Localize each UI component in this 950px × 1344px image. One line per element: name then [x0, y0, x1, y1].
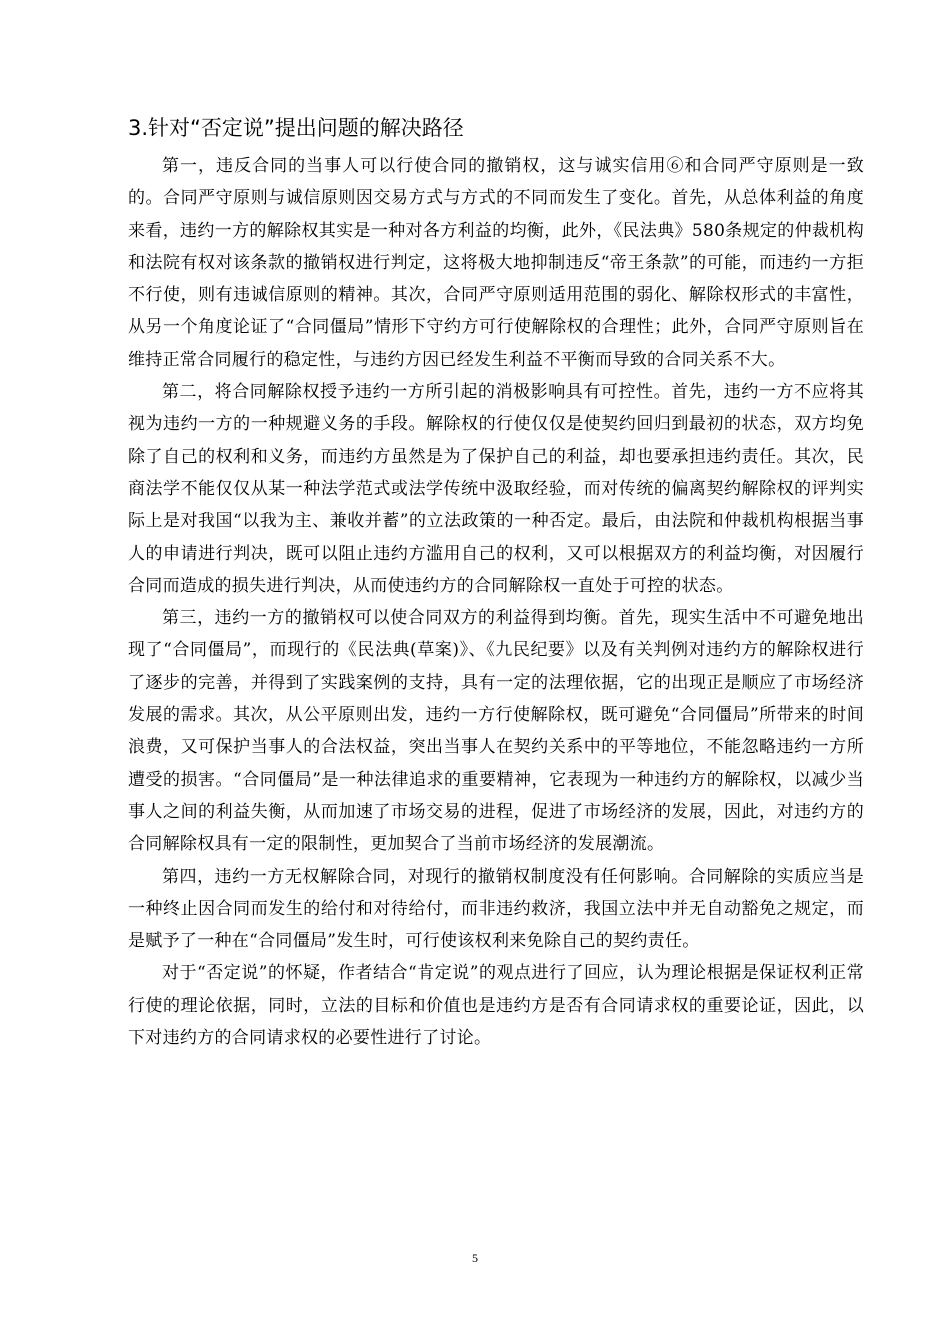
- paragraph-2: 第二，将合同解除权授予违约一方所引起的消极影响具有可控性。首先，违约一方不应将其视为违约一方的一种规避义务的手段。解除权的行使仅仅是使契约回归到最初的状态，双方均免除了自己的权利和义务，而违约方虽然是为了保护自己的利益，却也要承担违约责任。其次，民商法学不能仅仅从某一种法学范式或法学传统中汲取经验，而对传统的偏离契约解除权的评判实际上是对我国“以我为主、兼收并蓄”的立法政策的一种否定。最后，由法院和仲裁机构根据当事人的申请进行判决，既可以阻止违约方滥用自己的权利，又可以根据双方的利益均衡，对因履行合同而造成的损失进行判决，从而使违约方的合同解除权一直处于可控的状态。: [128, 382, 864, 596]
- paragraph-3: 第三，违约一方的撤销权可以使合同双方的利益得到均衡。首先，现实生活中不可避免地出现了“合同僵局”，而现行的《民法典(草案)》、《九民纪要》以及有关判例对违约方的解除权进行了逐步的完善，并得到了实践案例的支持，具有一定的法理依据，它的出现正是顺应了市场经济发展的需求。其次，从公平原则出发，违约一方行使解除权，既可避免“合同僵局”所带来的时间浪费，又可保护当事人的合法权益，突出当事人在契约关系中的平等地位，不能忽略违约一方所遭受的损害。“合同僵局”是一种法律追求的重要精神，它表现为一种违约方的解除权，以减少当事人之间的利益失衡，从而加速了市场交易的进程，促进了市场经济的发展，因此，对违约方的合同解除权具有一定的限制性，更加契合了当前市场经济的发展潮流。: [128, 608, 864, 855]
- paragraph-5: 对于“否定说”的怀疑，作者结合“肯定说”的观点进行了回应，认为理论根据是保证权利正常行使的理论依据，同时，立法的目标和价值也是违约方是否有合同请求权的重要论证，因此，以下对违约方的合同请求权的必要性进行了讨论。: [128, 963, 864, 1049]
- paragraph-1: 第一，违反合同的当事人可以行使合同的撤销权，这与诚实信用⑥和合同严守原则是一致的。合同严守原则与诚信原则因交易方式与方式的不同而发生了变化。首先，从总体利益的角度来看，违约一方的解除权其实是一种对各方利益的均衡，此外，《民法典》580条规定的仲裁机构和法院有权对该条款的撤销权进行判定，这将极大地抑制违反“帝王条款”的可能，而违约一方拒不行使，则有违诚信原则的精神。其次，合同严守原则适用范围的弱化、解除权形式的丰富性，从另一个角度论证了“合同僵局”情形下守约方可行使解除权的合理性；此外，合同严守原则旨在维持正常合同履行的稳定性，与违约方因已经发生利益不平衡而导致的合同关系不大。: [128, 156, 864, 370]
- page-number: 5: [472, 1251, 478, 1265]
- section-heading: 3.针对“否定说”提出问题的解决路径: [128, 116, 464, 140]
- paragraph-4: 第四，违约一方无权解除合同，对现行的撤销权制度没有任何影响。合同解除的实质应当是一种终止因合同而发生的给付和对待给付，而非违约救济，我国立法中并无自动豁免之规定，而是赋予了一种在“合同僵局”发生时，可行使该权利来免除自己的契约责任。: [128, 866, 864, 952]
- body-text: [128, 150, 864, 1054]
